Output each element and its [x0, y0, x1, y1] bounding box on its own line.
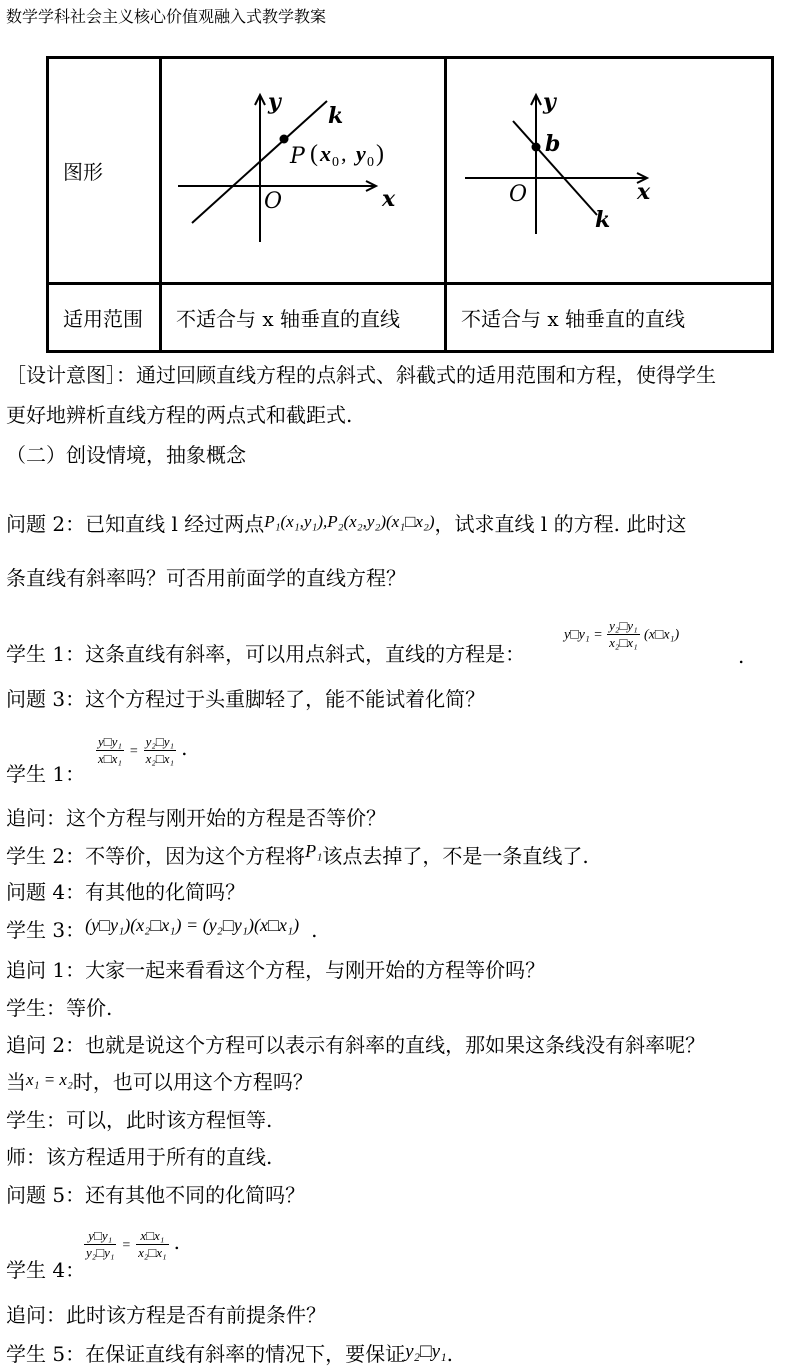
- student-3-prefix: 学生 3：: [6, 918, 86, 942]
- period: .: [181, 736, 188, 760]
- student-1-simplify: 学生 1：: [6, 762, 86, 786]
- line-equation-table: [46, 56, 774, 353]
- svg-text:(: (: [310, 141, 318, 167]
- point-slope-graph: [162, 59, 444, 277]
- follow-up-4: 追问：此时该方程是否有前提条件？: [6, 1303, 326, 1327]
- teacher-remark: 师：该方程适用于所有的直线.: [6, 1145, 273, 1169]
- svg-text:,: ,: [341, 141, 347, 166]
- origin-label: O: [264, 189, 283, 214]
- question-2-line2: 条直线有斜率吗？可否用前面学的直线方程？: [6, 566, 406, 590]
- scope-row: [48, 284, 773, 352]
- fraction-2: [144, 734, 176, 767]
- follow-up-1: 追问：这个方程与刚开始的方程是否等价？: [6, 806, 386, 830]
- line-label-k: k: [328, 103, 344, 129]
- point-x-label: x: [320, 141, 331, 166]
- fraction-1: [84, 1228, 116, 1261]
- question-3: 问题 3：这个方程过于头重脚轻了，能不能试着化简？: [6, 687, 486, 711]
- point-slope-scope: [161, 284, 446, 352]
- student-2-suffix: 该点去掉了，不是一条直线了.: [322, 844, 589, 868]
- point-label-p: P: [290, 144, 305, 169]
- slope-numerator: y₂□y₁: [609, 618, 638, 633]
- student-yes: 学生：可以，此时该方程恒等.: [6, 1108, 273, 1132]
- question-5: 问题 5：还有其他不同的化简吗？: [6, 1183, 306, 1207]
- page-header: 数学学科社会主义核心价值观融入式教学教案: [6, 7, 327, 26]
- slope-denominator: x₂□x₁: [609, 635, 638, 650]
- f2-den: x₂□x₁: [145, 751, 174, 766]
- eq-left: y□y₁ =: [564, 627, 603, 643]
- student-3-answer: [6, 915, 318, 943]
- left-scope-text: 不适合与 x 轴垂直的直线: [176, 307, 400, 331]
- x-axis-label: x: [382, 186, 396, 212]
- right-scope-text: 不适合与 x 轴垂直的直线: [461, 307, 685, 331]
- follow-up-3: 追问 2：也就是说这个方程可以表示有斜率的直线，那如果这条线没有斜率呢？: [6, 1033, 706, 1057]
- intercept-label-b: b: [545, 131, 561, 157]
- student-5-prefix: 学生 5：在保证直线有斜率的情况下，要保证: [6, 1342, 406, 1366]
- line-label-k: k: [595, 207, 611, 233]
- section-heading: （二）创设情境，抽象概念: [6, 443, 246, 467]
- student-2-prefix: 学生 2：不等价，因为这个方程将: [6, 844, 306, 868]
- f1-den: x□x₁: [98, 751, 122, 766]
- y-axis-label: y: [543, 89, 556, 115]
- eq-right: (x□x₁): [644, 627, 680, 643]
- graph-row: [48, 58, 773, 284]
- equals: =: [121, 1238, 131, 1253]
- y-axis-label: y: [268, 89, 281, 115]
- f1-num: y□y₁: [98, 734, 122, 749]
- f1-den: y₂□y₁: [86, 1245, 115, 1260]
- point-slope-graph-cell: [161, 58, 446, 284]
- student-1-answer: 学生 1：这条直线有斜率，可以用点斜式，直线的方程是：: [6, 642, 526, 666]
- two-point-product-eq: (y□y₁)(x₂□x₁) = (y₂□y₁)(x□x₁): [85, 915, 300, 935]
- y2-neq-y1: y₂□y₁: [405, 1341, 447, 1362]
- slope-intercept-graph-cell: [446, 58, 773, 284]
- eq-period: .: [738, 644, 745, 668]
- two-point-fraction-eq: [96, 734, 187, 767]
- point-slope-equation: [564, 618, 679, 651]
- period: .: [446, 1342, 454, 1366]
- x-axis-label: x: [637, 179, 651, 205]
- period: .: [311, 918, 318, 942]
- x1-eq-x2: x₁ = x₂: [26, 1070, 73, 1089]
- period: .: [173, 1230, 180, 1254]
- two-point-form-eq: [84, 1228, 180, 1261]
- student-5-answer: [6, 1342, 453, 1368]
- when-suffix: 时，也可以用这个方程吗？: [72, 1070, 313, 1094]
- slope-fraction: [607, 618, 639, 651]
- row-label-scope: 适用范围: [48, 284, 161, 352]
- f2-num: x□x₁: [136, 1228, 168, 1245]
- question-2-points: P₁(x₁,y₁),P₂(x₂,y₂)(x₁□x₂): [264, 512, 435, 531]
- slope-intercept-scope: [446, 284, 773, 352]
- fraction-1: [96, 734, 124, 767]
- equals: =: [129, 744, 139, 759]
- f2-num: y₂□y₁: [145, 734, 174, 749]
- point-p1: P₁: [305, 841, 323, 861]
- question-2-prefix: 问题 2：已知直线 l 经过两点: [6, 512, 265, 536]
- question-4: 问题 4：有其他的化简吗？: [6, 880, 246, 904]
- question-2-suffix: ，试求直线 l 的方程. 此时这: [434, 512, 687, 536]
- student-2-answer: [6, 841, 589, 869]
- student-equivalent: 学生：等价.: [6, 996, 113, 1020]
- slope-intercept-graph: [447, 59, 771, 277]
- point-y-subscript: 0: [367, 155, 374, 170]
- origin-label: O: [509, 182, 528, 207]
- f1-num: y□y₁: [84, 1228, 116, 1245]
- when-x1-eq-x2: [6, 1070, 313, 1096]
- point-y-label: y: [356, 141, 366, 166]
- follow-up-2: 追问 1：大家一起来看看这个方程，与刚开始的方程等价吗？: [6, 958, 546, 982]
- when-prefix: 当: [6, 1070, 26, 1094]
- row-label-graph: 图形: [48, 58, 161, 284]
- svg-text:): ): [376, 141, 384, 167]
- point-x-subscript: 0: [332, 155, 339, 170]
- design-intent-line2: 更好地辨析直线方程的两点式和截距式.: [6, 403, 353, 427]
- student-4-answer: 学生 4：: [6, 1258, 86, 1282]
- f2-den: x₂□x₁: [138, 1245, 167, 1260]
- fraction-2: [136, 1228, 168, 1261]
- design-intent-line1: ［设计意图］：通过回顾直线方程的点斜式、斜截式的适用范围和方程，使得学生: [6, 363, 716, 387]
- question-2-line1: [6, 512, 686, 538]
